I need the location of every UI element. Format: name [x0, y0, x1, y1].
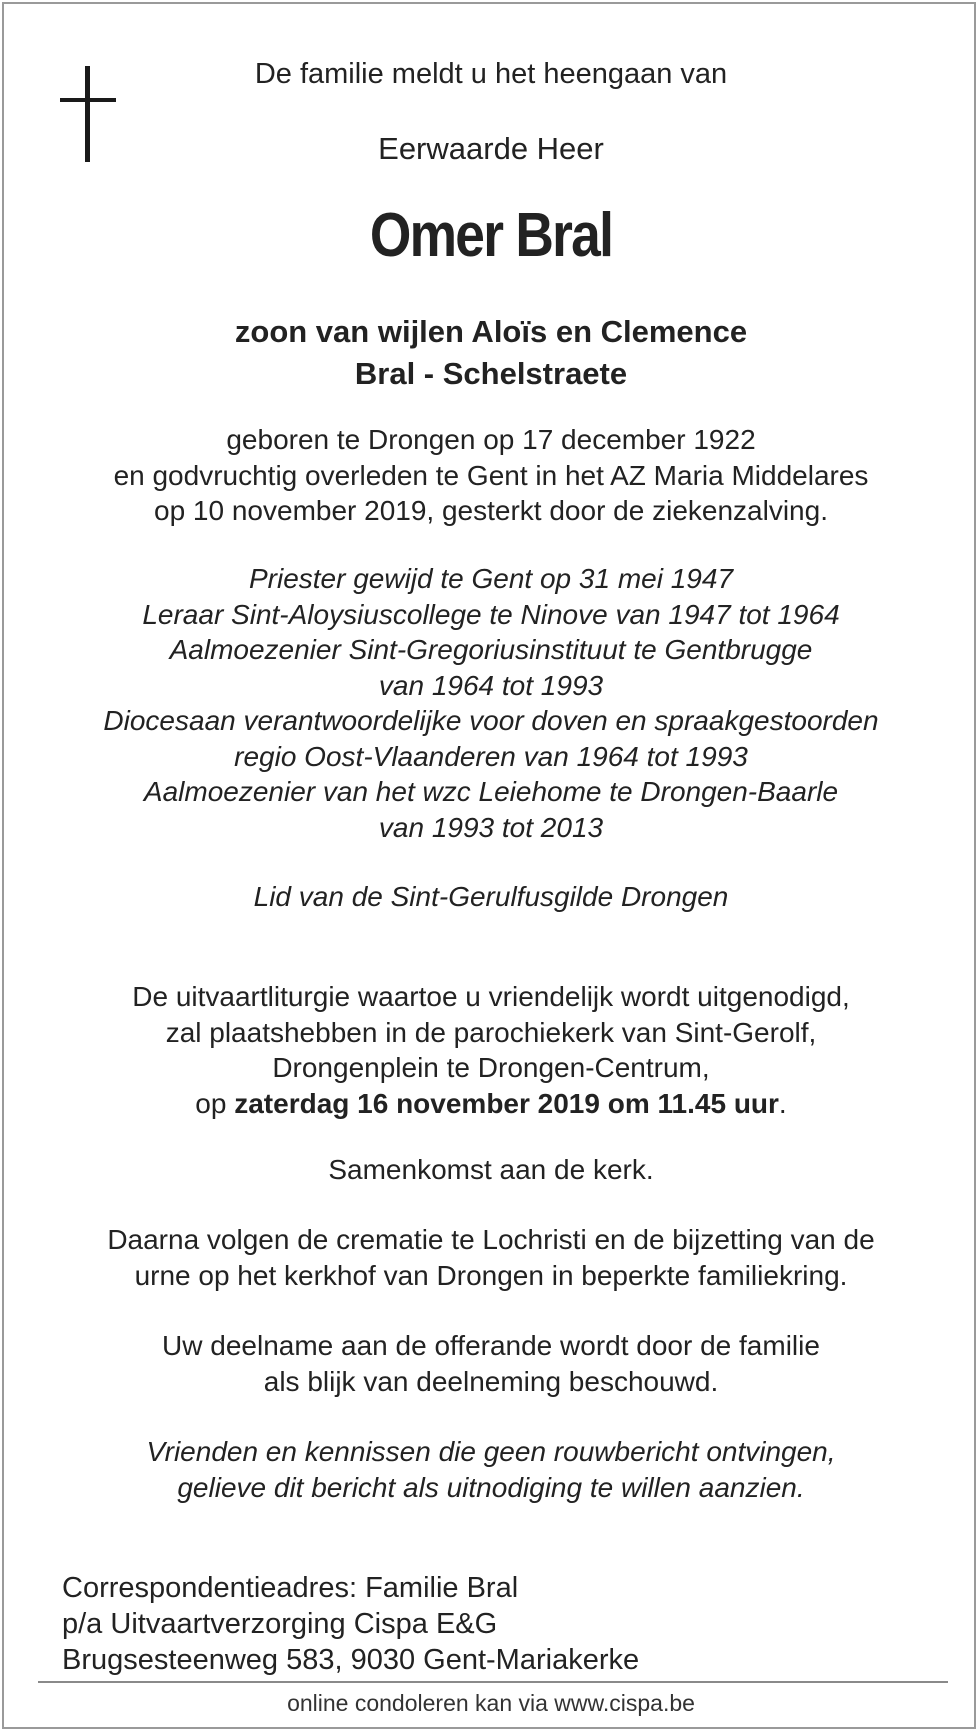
career-line: Aalmoezenier Sint-Gregoriusinstituut te Gentbrugge: [169, 634, 813, 665]
honorific: Eerwaarde Heer: [378, 131, 604, 166]
address-line: p/a Uitvaartverzorging Cispa E&G: [62, 1608, 498, 1640]
offering-line: als blijk van deelneming beschouwd.: [263, 1365, 719, 1397]
friends-note-block: [4, 1434, 978, 1505]
correspondence-address: [62, 1570, 639, 1678]
gathering-note: Samenkomst aan de kerk.: [328, 1154, 654, 1185]
funeral-block: [4, 979, 978, 1121]
parents-line: zoon van wijlen Aloïs en Clemence: [234, 314, 748, 349]
parents-line: Bral - Schelstraete: [354, 356, 628, 391]
cremation-line: Daarna volgen de crematie te Lochristi en de bijzetting van de: [107, 1224, 875, 1255]
guild-membership: Lid van de Sint-Gerulfusgilde Drongen: [253, 881, 729, 912]
career-line: Leraar Sint-Aloysiuscollege te Ninove van 1947 tot 1964: [142, 598, 840, 630]
intro-text: De familie meldt u het heengaan van: [254, 58, 728, 90]
career-line: Diocesaan verantwoordelijke voor doven en spraakgestoorden: [103, 705, 879, 736]
funeral-date-prefix: op: [195, 1087, 235, 1119]
friends-note-line: gelieve dit bericht als uitnodiging te willen aanzien.: [177, 1471, 805, 1503]
career-line: Aalmoezenier van het wzc Leiehome te Drongen-Baarle: [143, 776, 839, 807]
offering-block: [4, 1328, 978, 1399]
parents-block: [4, 311, 978, 395]
birth-death-line: geboren te Drongen op 17 december 1922: [226, 424, 756, 455]
funeral-line: De uitvaartliturgie waartoe u vriendelijk wordt uitgenodigd,: [132, 981, 850, 1012]
career-line: van 1993 tot 2013: [378, 811, 604, 843]
birth-death-line: op 10 november 2019, gesterkt door de ziekenzalving.: [154, 495, 828, 526]
online-condolence-note: online condoleren kan via www.cispa.be: [287, 1690, 695, 1716]
career-block: [4, 561, 978, 845]
address-line: Brugsesteenweg 583, 9030 Gent-Mariakerke: [62, 1644, 640, 1676]
divider: [38, 1681, 948, 1683]
birth-death-line: en godvruchtig overleden te Gent in het AZ Maria Middelares: [113, 459, 869, 491]
funeral-line: zal plaatshebben in de parochiekerk van Sint-Gerolf,: [165, 1016, 817, 1048]
funeral-date-suffix: .: [778, 1087, 787, 1119]
cremation-line: urne op het kerkhof van Drongen in beperkte familiekring.: [134, 1259, 848, 1291]
offering-line: Uw deelname aan de offerande wordt door de familie: [162, 1330, 820, 1361]
address-line: Correspondentieadres: Familie Bral: [62, 1572, 519, 1604]
cremation-block: [4, 1222, 978, 1293]
birth-death-block: [4, 422, 978, 529]
career-line: Priester gewijd te Gent op 31 mei 1947: [248, 563, 734, 594]
deceased-name: Omer Bral: [369, 201, 613, 270]
career-line: regio Oost-Vlaanderen van 1964 tot 1993: [234, 740, 748, 772]
funeral-line: Drongenplein te Drongen-Centrum,: [272, 1052, 710, 1083]
funeral-date: zaterdag 16 november 2019 om 11.45 uur: [234, 1087, 779, 1119]
friends-note-line: Vrienden en kennissen die geen rouwbericht ontvingen,: [146, 1436, 836, 1467]
obituary-card: [2, 2, 976, 1729]
funeral-date-line: [4, 1086, 978, 1122]
career-line: van 1964 tot 1993: [378, 669, 604, 701]
